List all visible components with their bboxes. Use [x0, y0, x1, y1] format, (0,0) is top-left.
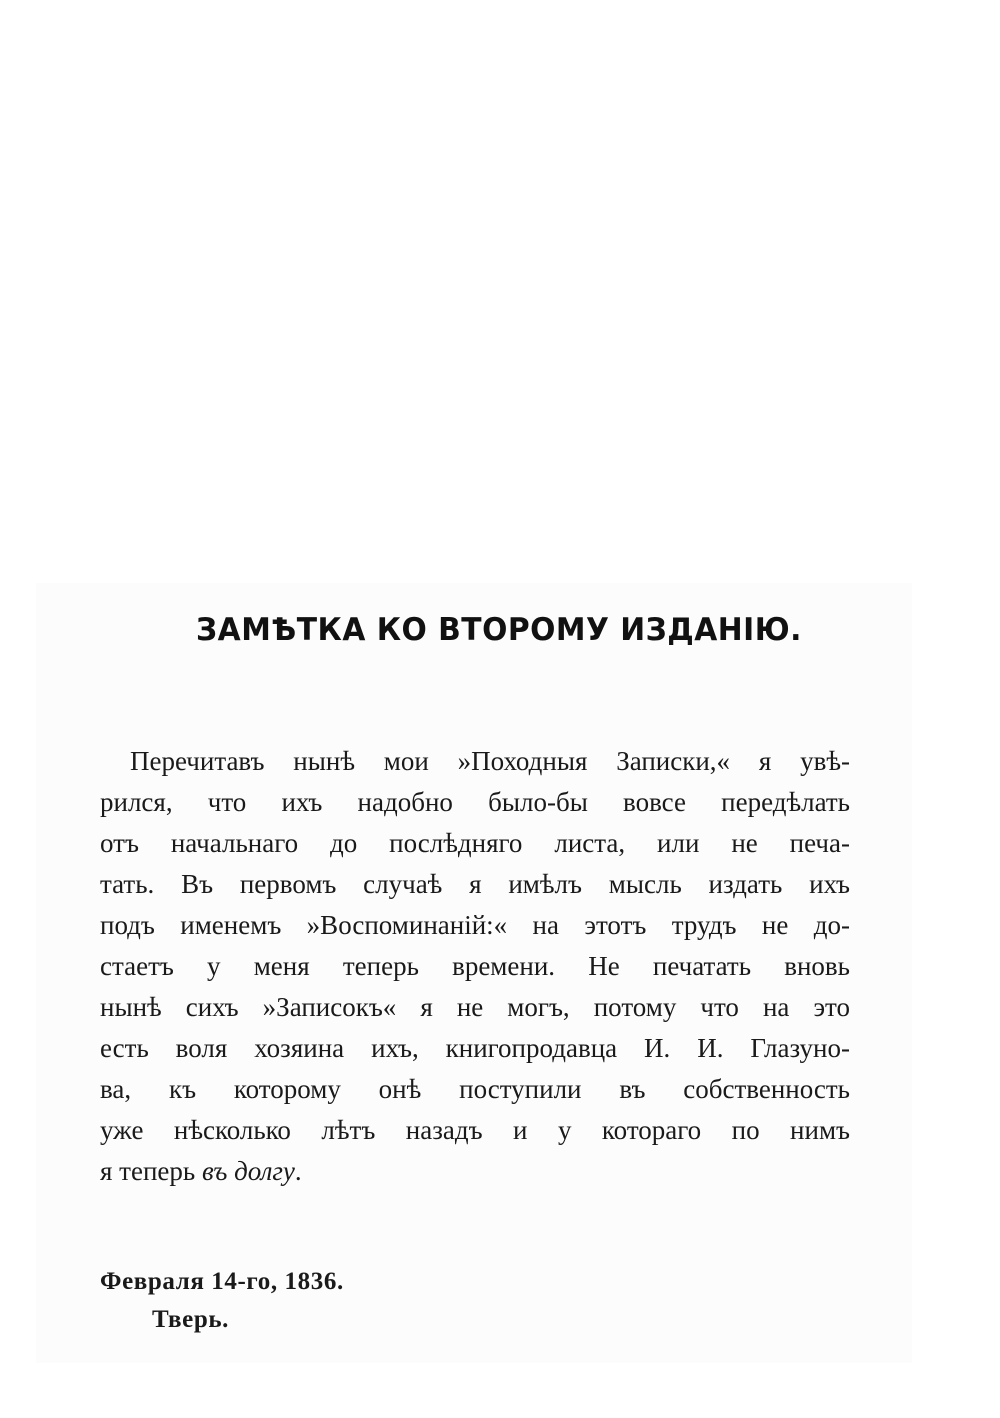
paragraph-line: рился, что ихъ надобно было-бы вовсе передѣлать: [100, 787, 850, 817]
paragraph-line: стаетъ у меня теперь времени. Не печатать вновь: [100, 951, 850, 981]
signature-date: Февраля 14-го, 1836.: [100, 1268, 344, 1295]
paragraph-line: уже нѣсколько лѣтъ назадъ и у котораго по нимъ: [100, 1115, 850, 1145]
paragraph-line: отъ начальнаго до послѣдняго листа, или не печа-: [100, 828, 850, 858]
paragraph-line: есть воля хозяина ихъ, книгопродавца И. И. Глазуно-: [100, 1033, 850, 1063]
paragraph-line: подъ именемъ »Воспоминаній:« на этотъ трудъ не до-: [100, 910, 850, 940]
last-line-italic: въ долгу: [201, 1156, 295, 1186]
paragraph-line: нынѣ сихъ »Записокъ« я не могъ, потому что на это: [100, 992, 850, 1022]
paragraph-line: тать. Въ первомъ случаѣ я имѣлъ мысль издать ихъ: [100, 869, 850, 899]
paragraph-last-line: [100, 1155, 302, 1187]
signature-place: Тверь.: [152, 1306, 230, 1333]
last-line-suffix: .: [294, 1156, 302, 1186]
paragraph-line: ва, къ которому онѣ поступили въ собственность: [100, 1074, 850, 1104]
document-title: ЗАМѢТКА КО ВТОРОМУ ИЗДАНІЮ.: [196, 612, 802, 648]
last-line-prefix: я теперь: [100, 1156, 202, 1186]
paragraph-line: Перечитавъ нынѣ мои »Походныя Записки,« я увѣ-: [130, 746, 850, 776]
